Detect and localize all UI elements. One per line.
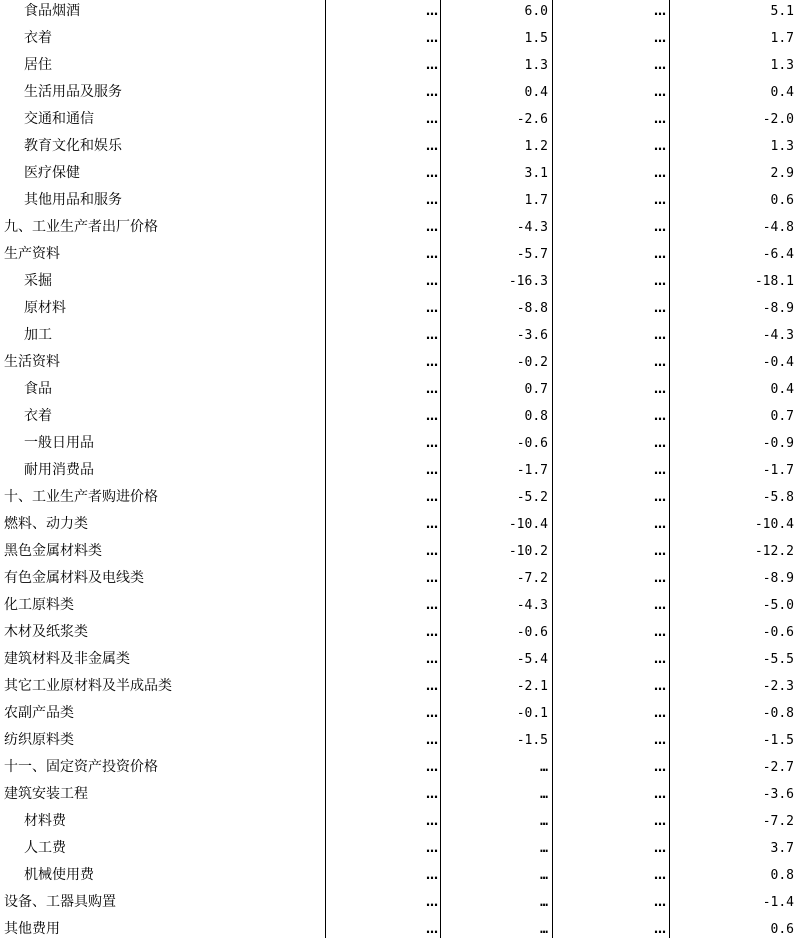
cell-col2: 0.8 <box>524 409 548 424</box>
cell-col4: -18.1 <box>754 274 794 289</box>
cell-col3: … <box>654 166 666 180</box>
table-row <box>0 592 800 619</box>
cell-col2: 1.5 <box>524 31 548 46</box>
cell-col1: … <box>426 490 438 504</box>
cell-col2: -10.2 <box>508 544 548 559</box>
cell-col1: … <box>426 517 438 531</box>
table-row <box>0 430 800 457</box>
cell-col3: … <box>654 625 666 639</box>
cell-col1: … <box>426 274 438 288</box>
cell-col1: … <box>426 166 438 180</box>
row-label: 材料费 <box>24 813 66 829</box>
row-label: 生活资料 <box>4 354 60 370</box>
row-label: 耐用消费品 <box>24 462 94 478</box>
cell-col4: -2.3 <box>762 679 794 694</box>
row-label: 农副产品类 <box>4 705 74 721</box>
cell-col1: … <box>426 31 438 45</box>
cell-col1: … <box>426 544 438 558</box>
cell-col1: … <box>426 814 438 828</box>
cell-col1: … <box>426 220 438 234</box>
cell-col1: … <box>426 868 438 882</box>
cell-col2: … <box>540 841 548 856</box>
cell-col4: -0.8 <box>762 706 794 721</box>
cell-col3: … <box>654 463 666 477</box>
cell-col4: 5.1 <box>770 4 794 19</box>
cell-col4: -10.4 <box>754 517 794 532</box>
cell-col2: -8.8 <box>516 301 548 316</box>
cell-col2: -5.4 <box>516 652 548 667</box>
cell-col3: … <box>654 841 666 855</box>
row-label: 其他用品和服务 <box>24 192 122 208</box>
cell-col2: -1.5 <box>516 733 548 748</box>
cell-col1: … <box>426 706 438 720</box>
row-label: 居住 <box>24 57 52 73</box>
cell-col3: … <box>654 4 666 18</box>
table-row <box>0 835 800 862</box>
cell-col4: 0.8 <box>770 868 794 883</box>
table-row <box>0 727 800 754</box>
cell-col4: -3.6 <box>762 787 794 802</box>
cell-col2: 1.3 <box>524 58 548 73</box>
row-label: 木材及纸浆类 <box>4 624 88 640</box>
row-label: 教育文化和娱乐 <box>24 138 122 154</box>
row-label: 食品烟酒 <box>24 3 80 19</box>
row-label: 建筑材料及非金属类 <box>4 651 130 667</box>
row-label: 衣着 <box>24 408 52 424</box>
row-label: 人工费 <box>24 840 66 856</box>
cell-col1: … <box>426 598 438 612</box>
row-label: 加工 <box>24 327 52 343</box>
cell-col2: 1.2 <box>524 139 548 154</box>
cell-col1: … <box>426 625 438 639</box>
table-row <box>0 322 800 349</box>
cell-col1: … <box>426 58 438 72</box>
cell-col2: -2.6 <box>516 112 548 127</box>
row-label: 燃料、动力类 <box>4 516 88 532</box>
row-label: 其他费用 <box>4 921 60 937</box>
cell-col1: … <box>426 895 438 909</box>
cell-col4: -12.2 <box>754 544 794 559</box>
table-row <box>0 700 800 727</box>
cell-col2: 1.7 <box>524 193 548 208</box>
cell-col3: … <box>654 58 666 72</box>
table-row <box>0 133 800 160</box>
table-row <box>0 673 800 700</box>
row-label: 其它工业原材料及半成品类 <box>4 678 172 694</box>
table-row <box>0 916 800 943</box>
table-row <box>0 0 800 25</box>
table-row <box>0 160 800 187</box>
cell-col4: -8.9 <box>762 571 794 586</box>
cell-col4: -0.4 <box>762 355 794 370</box>
cell-col2: … <box>540 868 548 883</box>
cell-col4: 0.6 <box>770 922 794 937</box>
table-row <box>0 376 800 403</box>
table-row <box>0 214 800 241</box>
cell-col4: -1.4 <box>762 895 794 910</box>
cell-col1: … <box>426 679 438 693</box>
cell-col2: -4.3 <box>516 598 548 613</box>
cell-col3: … <box>654 598 666 612</box>
table-row <box>0 889 800 916</box>
cell-col3: … <box>654 436 666 450</box>
cell-col3: … <box>654 814 666 828</box>
cell-col2: … <box>540 922 548 937</box>
cell-col3: … <box>654 922 666 936</box>
cell-col2: -16.3 <box>508 274 548 289</box>
row-label: 十、工业生产者购进价格 <box>4 489 158 505</box>
cell-col4: -4.8 <box>762 220 794 235</box>
cell-col3: … <box>654 112 666 126</box>
cell-col4: -6.4 <box>762 247 794 262</box>
cell-col2: 3.1 <box>524 166 548 181</box>
row-label: 生活用品及服务 <box>24 84 122 100</box>
row-label: 原材料 <box>24 300 66 316</box>
table-row <box>0 808 800 835</box>
cell-col3: … <box>654 85 666 99</box>
table-row <box>0 349 800 376</box>
table-row <box>0 52 800 79</box>
cell-col3: … <box>654 382 666 396</box>
table-row <box>0 268 800 295</box>
cell-col2: -4.3 <box>516 220 548 235</box>
table-row <box>0 457 800 484</box>
cell-col3: … <box>654 328 666 342</box>
cell-col1: … <box>426 922 438 936</box>
cell-col1: … <box>426 409 438 423</box>
row-label: 衣着 <box>24 30 52 46</box>
cell-col1: … <box>426 733 438 747</box>
table-row <box>0 754 800 781</box>
row-label: 黑色金属材料类 <box>4 543 102 559</box>
cell-col4: 1.3 <box>770 58 794 73</box>
cell-col1: … <box>426 382 438 396</box>
cell-col3: … <box>654 760 666 774</box>
cell-col4: 3.7 <box>770 841 794 856</box>
cell-col3: … <box>654 679 666 693</box>
cell-col3: … <box>654 193 666 207</box>
row-label: 采掘 <box>24 273 52 289</box>
cell-col2: 0.7 <box>524 382 548 397</box>
table-row <box>0 241 800 268</box>
row-label: 九、工业生产者出厂价格 <box>4 219 158 235</box>
table-row <box>0 79 800 106</box>
cell-col1: … <box>426 85 438 99</box>
cell-col2: -0.1 <box>516 706 548 721</box>
cell-col3: … <box>654 274 666 288</box>
row-label: 医疗保健 <box>24 165 80 181</box>
cell-col3: … <box>654 247 666 261</box>
cell-col3: … <box>654 409 666 423</box>
cell-col4: -1.7 <box>762 463 794 478</box>
cell-col1: … <box>426 652 438 666</box>
cell-col3: … <box>654 517 666 531</box>
cell-col2: … <box>540 814 548 829</box>
cell-col1: … <box>426 571 438 585</box>
cell-col3: … <box>654 220 666 234</box>
cell-col1: … <box>426 139 438 153</box>
cell-col3: … <box>654 895 666 909</box>
row-label: 化工原料类 <box>4 597 74 613</box>
cell-col2: -2.1 <box>516 679 548 694</box>
table-row <box>0 295 800 322</box>
cell-col2: 6.0 <box>524 4 548 19</box>
cell-col4: -5.0 <box>762 598 794 613</box>
cell-col3: … <box>654 571 666 585</box>
cell-col2: 0.4 <box>524 85 548 100</box>
cell-col2: … <box>540 895 548 910</box>
table-row <box>0 565 800 592</box>
cell-col2: -5.7 <box>516 247 548 262</box>
cell-col3: … <box>654 139 666 153</box>
table-row <box>0 619 800 646</box>
cell-col3: … <box>654 787 666 801</box>
cell-col4: -8.9 <box>762 301 794 316</box>
cell-col3: … <box>654 31 666 45</box>
row-label: 交通和通信 <box>24 111 94 127</box>
table-row <box>0 862 800 889</box>
cell-col2: -5.2 <box>516 490 548 505</box>
cell-col4: -5.5 <box>762 652 794 667</box>
cell-col4: -5.8 <box>762 490 794 505</box>
cell-col4: 0.7 <box>770 409 794 424</box>
cell-col1: … <box>426 787 438 801</box>
cell-col4: -0.9 <box>762 436 794 451</box>
cell-col1: … <box>426 463 438 477</box>
table-row <box>0 484 800 511</box>
cell-col3: … <box>654 652 666 666</box>
cell-col4: -7.2 <box>762 814 794 829</box>
cell-col1: … <box>426 112 438 126</box>
row-label: 十一、固定资产投资价格 <box>4 759 158 775</box>
cell-col3: … <box>654 490 666 504</box>
table-row <box>0 538 800 565</box>
row-label: 有色金属材料及电线类 <box>4 570 144 586</box>
cell-col2: -3.6 <box>516 328 548 343</box>
cell-col3: … <box>654 301 666 315</box>
cell-col1: … <box>426 247 438 261</box>
table-row <box>0 781 800 808</box>
cell-col2: -0.2 <box>516 355 548 370</box>
cell-col4: -2.7 <box>762 760 794 775</box>
cell-col1: … <box>426 301 438 315</box>
cell-col1: … <box>426 328 438 342</box>
cell-col1: … <box>426 760 438 774</box>
cell-col1: … <box>426 4 438 18</box>
cell-col3: … <box>654 868 666 882</box>
table-row <box>0 646 800 673</box>
cell-col1: … <box>426 193 438 207</box>
cell-col3: … <box>654 706 666 720</box>
cell-col2: -0.6 <box>516 436 548 451</box>
row-label: 建筑安装工程 <box>4 786 88 802</box>
row-label: 食品 <box>24 381 52 397</box>
row-label: 机械使用费 <box>24 867 94 883</box>
cell-col4: 0.6 <box>770 193 794 208</box>
row-label: 生产资料 <box>4 246 60 262</box>
cell-col1: … <box>426 436 438 450</box>
cell-col3: … <box>654 544 666 558</box>
row-label: 设备、工器具购置 <box>4 894 116 910</box>
cell-col4: 1.7 <box>770 31 794 46</box>
table-row <box>0 25 800 52</box>
table-row <box>0 106 800 133</box>
cell-col4: 2.9 <box>770 166 794 181</box>
cell-col4: -0.6 <box>762 625 794 640</box>
cell-col1: … <box>426 355 438 369</box>
cell-col4: -4.3 <box>762 328 794 343</box>
cell-col2: … <box>540 760 548 775</box>
cell-col4: -1.5 <box>762 733 794 748</box>
cell-col3: … <box>654 355 666 369</box>
cell-col4: -2.0 <box>762 112 794 127</box>
cell-col2: -0.6 <box>516 625 548 640</box>
row-label: 一般日用品 <box>24 435 94 451</box>
cell-col4: 0.4 <box>770 85 794 100</box>
table-row <box>0 403 800 430</box>
cell-col3: … <box>654 733 666 747</box>
cell-col2: -10.4 <box>508 517 548 532</box>
cell-col2: -7.2 <box>516 571 548 586</box>
cell-col4: 1.3 <box>770 139 794 154</box>
cell-col2: -1.7 <box>516 463 548 478</box>
cell-col4: 0.4 <box>770 382 794 397</box>
row-label: 纺织原料类 <box>4 732 74 748</box>
table-row <box>0 187 800 214</box>
table-row <box>0 511 800 538</box>
cell-col1: … <box>426 841 438 855</box>
cell-col2: … <box>540 787 548 802</box>
